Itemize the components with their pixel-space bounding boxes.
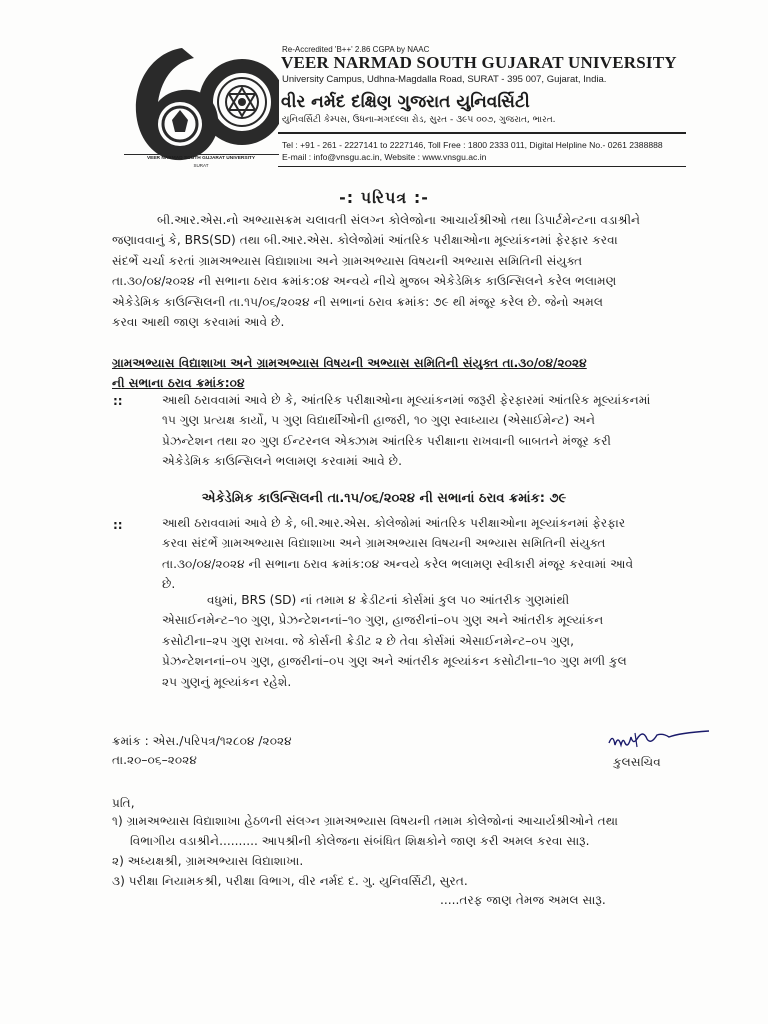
resolution-1-line: ૧૫ ગુણ પ્રત્યક્ષ કાર્યો, ૫ ગુણ વિદ્યાર્થીઓની હાજરી, ૧૦ ગુણ સ્વાધ્યાય (એસાઈમેન્ટ) અને — [162, 413, 596, 428]
header-bottom-divider — [278, 166, 686, 167]
reference-date: તા.૨૦–૦૬–૨૦૨૪ — [112, 753, 197, 767]
circular-title: -: પરિપત્ર :- — [339, 188, 429, 207]
university-name-en: VEER NARMAD SOUTH GUJARAT UNIVERSITY — [281, 53, 677, 72]
recipients-label: પ્રતિ, — [112, 796, 135, 810]
resolution-1-line: આથી ઠરાવવામાં આવે છે કે, આંતરિક પરીક્ષાઓના મૂલ્યાંકનમાં જરૂરી ફેરફારમાં આંતરિક મૂલ્યાંકનમાં — [162, 393, 651, 407]
resolution-2-line: આથી ઠરાવવામાં આવે છે કે, બી.આર.એસ. કોલેજોમાં આંતરિક પરીક્ષાઓના મૂલ્યાંકનમાં ફેરફાર — [162, 516, 626, 530]
recipient-item: ૩) પરીક્ષા નિયામકશ્રી, પરીક્ષા વિભાગ, વીર નર્મદ દ. ગુ. યુનિવર્સિટી, સુરત. — [112, 874, 468, 888]
resolution-1-heading-line: ગ્રામઅભ્યાસ વિદ્યાશાખા અને ગ્રામઅભ્યાસ વિષયની અભ્યાસ સમિતિની સંયુક્ત તા.૩૦/૦૪/૨૦૨૪ — [112, 356, 587, 370]
reference-number: ક્રમાંક : એસ./પરિપત્ર/૧૨૮૦૪ /૨૦૨૪ — [112, 734, 292, 748]
additional-line: એસાઈનમેન્ટ–૧૦ ગુણ, પ્રેઝન્ટેશનનાં–૧૦ ગુણ, હાજરીનાં–૦૫ ગુણ અને આંતરીક મૂલ્યાંકન — [162, 613, 604, 628]
additional-line: વધુમાં, BRS (SD) નાં તમામ ૪ ક્રેડીટનાં કોર્સમાં કુલ ૫૦ આંતરીક ગુણમાંથી — [207, 593, 570, 607]
intro-paragraph — [112, 210, 687, 332]
resolution-1-line: પ્રેઝન્ટેશન તથા ૨૦ ગુણ ઈન્ટરનલ એક્ઝામ આંતરિક પરીક્ષાના રાખવાની બાબતને મંજૂર કરી — [162, 433, 612, 448]
resolution-1-text — [162, 390, 687, 472]
recipient-item: ૧) ગ્રામઅભ્યાસ વિદ્યાશાખા હેઠળની સંલગ્ન ગ્રામઅભ્યાસ વિષયની તમામ કોલેજોનાં આચાર્યશ્રીઓને તથા — [112, 814, 619, 828]
closing-line: .....તરફ જાણ તેમજ અમલ સારૂ. — [440, 893, 606, 907]
intro-line: એકેડેમિક કાઉન્સિલની તા.૧૫/૦૬/૨૦૨૪ ની સભાનાં ઠરાવ ક્રમાંક: ૭૯ થી મંજૂર કરેલ છે. જેનો અમલ — [112, 294, 604, 309]
additional-paragraph — [162, 590, 687, 692]
resolution-marker: :: — [113, 394, 123, 408]
university-name-gu: વીર નર્મદ દક્ષિણ ગુજરાત યુનિવર્સિટી — [281, 92, 530, 112]
resolution-2-heading: એકેડેમિક કાઉન્સિલની તા.૧૫/૦૬/૨૦૨૪ ની સભાનાં ઠરાવ ક્રમાંક: ૭૯ — [201, 491, 567, 506]
header-divider — [278, 132, 686, 134]
university-logo — [124, 40, 279, 175]
additional-line: ૨૫ ગુણનું મૂલ્યાંકન રહેશે. — [162, 674, 292, 689]
contact-email: E-mail : info@vnsgu.ac.in, Website : www.vnsgu.ac.in — [282, 152, 487, 162]
handwritten-signature — [605, 725, 725, 755]
resolution-2-line: તા.૩૦/૦૪/૨૦૨૪ ની સભાના ઠરાવ ક્રમાંક:૦૪ અન્વયે કરેલ ભલામણ સ્વીકારી મંજૂર કરવામાં આવે — [162, 556, 634, 571]
signatory-title: કુલસચિવ — [613, 755, 661, 769]
resolution-2-text — [162, 513, 687, 595]
recipient-item: ૨) અધ્યક્ષશ્રી, ગ્રામઅભ્યાસ વિદ્યાશાખા. — [112, 854, 304, 868]
resolution-1-heading — [112, 353, 712, 393]
intro-line: કરવા આથી જાણ કરવામાં આવે છે. — [112, 315, 285, 330]
resolution-1-line: એકેડેમિક કાઉન્સિલને ભલામણ કરવામાં આવે છે. — [162, 454, 402, 469]
recipient-item-continuation: વિભાગીય વડાશ્રીને.......... આપશ્રીની કોલેજના સંબંધિત શિક્ષકોને જાણ કરી અમલ કરવા સારૂ. — [130, 834, 590, 848]
resolution-2-line: છે. — [162, 577, 176, 592]
intro-line: તા.૩૦/૦૪/૨૦૨૪ ની સભાના ઠરાવ ક્રમાંક:૦૪ અન્વયે નીચે મુજબ એકેડેમિક કાઉન્સિલને કરેલ ભલામણ — [112, 274, 617, 289]
resolution-2-line: કરવા સંદર્ભે ગ્રામઅભ્યાસ વિદ્યાશાખા અને ગ્રામઅભ્યાસ વિષયની અભ્યાસ સમિતિની સંયુક્ત — [162, 536, 606, 551]
university-address-en: University Campus, Udhna-Magdalla Road, SURAT - 395 007, Gujarat, India. — [282, 74, 607, 85]
resolution-marker: :: — [113, 518, 123, 532]
intro-line: જણાવવાનું કે, BRS(SD) તથા બી.આર.એસ. કોલેજોમાં આંતરિક પરીક્ષાઓના મૂલ્યાંકનમાં ફેરફાર કરવા — [112, 233, 618, 248]
intro-line: સંદર્ભે ચર્ચા કરતાં ગ્રામઅભ્યાસ વિદ્યાશાખા અને ગ્રામઅભ્યાસ વિષયની અભ્યાસ સમિતિની સંયુક્ત — [112, 253, 583, 268]
contact-telephone: Tel : +91 - 261 - 2227141 to 2227146, Toll Free : 1800 2333 011, Digital Helpline No.- 0261 2388888 — [282, 140, 663, 150]
additional-line: પ્રેઝન્ટેશનનાં–૦૫ ગુણ, હાજરીનાં–૦૫ ગુણ અને આંતરીક મૂલ્યાંકન કસોટીના–૧૦ ગુણ મળી કુલ — [162, 654, 627, 669]
accreditation-text: Re-Accredited 'B++' 2.86 CGPA by NAAC — [282, 45, 430, 54]
resolution-1-heading-line: ની સભાના ઠરાવ ક્રમાંક:૦૪ — [112, 376, 245, 390]
university-address-gu: યુનિવર્સિટી કેમ્પસ, ઉધના-મગદલ્લા રોડ, સુરત - ૩૯૫ ૦૦૭, ગુજરાત, ભારત. — [282, 115, 556, 125]
intro-line: બી.આર.એસ.નો અભ્યાસક્રમ ચલાવતી સંલગ્ન કોલેજોના આચાર્યશ્રીઓ તથા ડિપાર્ટમેન્ટના વડાશ્રીને — [157, 213, 641, 227]
additional-line: કસોટીના–૨૫ ગુણ રાખવા. જે કોર્સની ક્રેડીટ ૨ છે તેવા કોર્સમાં એસાઈનમેન્ટ–૦૫ ગુણ, — [162, 633, 575, 648]
logo-caption: VEER NARMAD SOUTH GUJARAT UNIVERSITY — [146, 156, 256, 161]
logo-city: SURAT — [193, 163, 209, 168]
